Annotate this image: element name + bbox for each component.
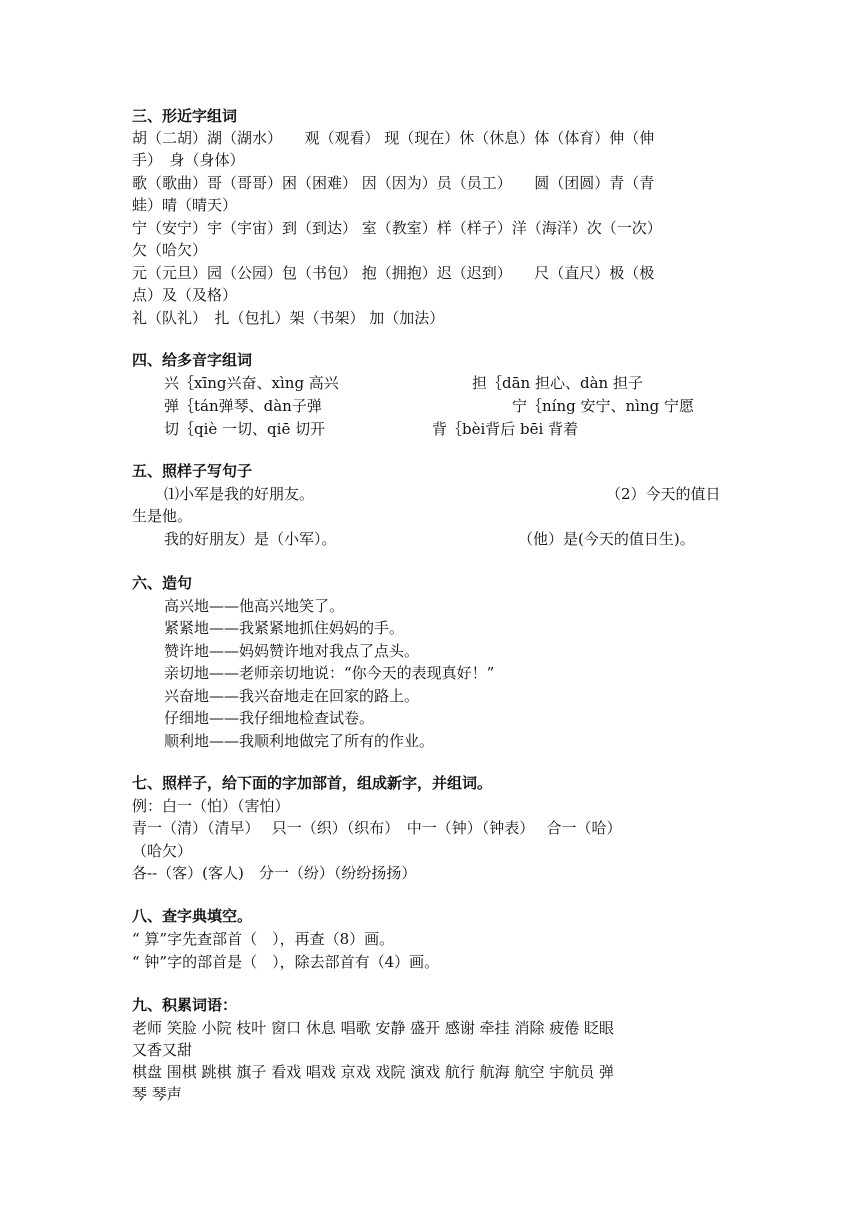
sec7-line-2: （哈欠）	[132, 842, 193, 860]
sec3-line-4: 蛙）晴（晴天）	[132, 196, 238, 214]
section-9-title: 九、积累词语：	[132, 996, 238, 1014]
polyphone-dan: 担｛dān 担心、dàn 担子	[472, 374, 643, 392]
sec7-line-3: 各--（客）(客人) 分一（纷）（纷纷扬扬）	[132, 864, 417, 882]
sec3-line-9: 礼（队礼） 扎（包扎）架（书架） 加（加法）	[132, 309, 445, 327]
section-3-title: 三、形近字组词	[132, 107, 238, 125]
sec3-line-2: 手） 身（身体）	[132, 151, 245, 169]
polyphone-ning: 宁｛níng 安宁、nìng 宁愿	[512, 397, 694, 415]
polyphone-tan: 弹｛tán弹琴、dàn子弹	[164, 397, 322, 415]
section-8-title: 八、查字典填空。	[132, 907, 253, 925]
sec3-line-3: 歌（歌曲）哥（哥哥）困（困难） 因（因为）员（员工） 圆（团圆）青（青	[132, 174, 655, 192]
section-7-title: 七、照样子，给下面的字加部首，组成新字，并组词。	[132, 774, 493, 792]
sec9-line-1: 老师 笑脸 小院 枝叶 窗口 休息 唱歌 安静 盛开 感谢 牵挂 消除 疲倦 眨眼	[132, 1019, 614, 1037]
section-5-title: 五、照样子写句子	[132, 462, 253, 480]
sec3-line-1: 胡（二胡）湖（湖水） 观（观看） 现（现在）休（休息）体（体育）伸（伸	[132, 129, 655, 147]
sentence-item: 顺利地——我顺利地做完了所有的作业。	[164, 732, 435, 750]
sec5-answer-1: 我的好朋友）是（小军）。	[164, 530, 337, 548]
sec4-row-3	[132, 418, 732, 440]
sec8-line-2: “ 钟”字的部首是（ ），除去部首有（4）画。	[132, 953, 440, 971]
sec9-line-3: 棋盘 围棋 跳棋 旗子 看戏 唱戏 京戏 戏院 演戏 航行 航海 航空 宇航员 弹	[132, 1063, 614, 1081]
sec3-line-6: 欠（哈欠）	[132, 241, 208, 259]
sec9-line-2: 又香又甜	[132, 1041, 193, 1059]
section-6-title: 六、造句	[132, 574, 193, 592]
sec5-sentence-1: ⑴小军是我的好朋友。	[164, 485, 315, 503]
sec8-line-1: “ 算”字先查部首（ ），再查（8）画。	[132, 930, 395, 948]
sec3-line-5: 宁（安宁）宇（宇宙）到（到达） 室（教室）样（样子）洋（海洋）次（一次）	[132, 219, 662, 237]
sentence-item: 赞许地——妈妈赞许地对我点了点头。	[164, 642, 420, 660]
sec5-line-3	[132, 528, 732, 550]
sec5-sentence-2: （2）今天的值日	[606, 485, 721, 503]
sentence-item: 紧紧地——我紧紧地抓住妈妈的手。	[164, 619, 405, 637]
sec5-line-2: 生是他。	[132, 507, 193, 525]
sec9-line-4: 琴 琴声	[132, 1085, 182, 1103]
sec5-answer-2: （他）是(今天的值日生)。	[518, 530, 695, 548]
section-4-title: 四、给多音字组词	[132, 351, 253, 369]
sentence-item: 仔细地——我仔细地检查试卷。	[164, 709, 375, 727]
sec4-row-1	[132, 372, 732, 394]
sec3-line-7: 元（元旦）园（公园）包（书包） 抱（拥抱）迟（迟到） 尺（直尺）极（极	[132, 264, 655, 282]
sentence-item: 亲切地——老师亲切地说：“你今天的表现真好！”	[164, 664, 495, 682]
sec5-line-1	[132, 483, 732, 505]
sentence-item: 兴奋地——我兴奋地走在回家的路上。	[164, 687, 420, 705]
sec7-line-1: 青一（清）（清早） 只一（织）（织布） 中一（钟）（钟表） 合一（哈）	[132, 819, 622, 837]
polyphone-qie: 切｛qiè 一切、qiē 切开	[164, 420, 326, 438]
polyphone-bei: 背｛bèi背后 bēi 背着	[432, 420, 579, 438]
sec3-line-8: 点）及（及格）	[132, 286, 238, 304]
polyphone-xing: 兴｛xīng兴奋、xìng 高兴	[164, 374, 339, 392]
sec7-example: 例：白一（怕）（害怕）	[132, 797, 290, 815]
sentence-item: 高兴地——他高兴地笑了。	[164, 597, 345, 615]
sec4-row-2	[132, 395, 732, 417]
